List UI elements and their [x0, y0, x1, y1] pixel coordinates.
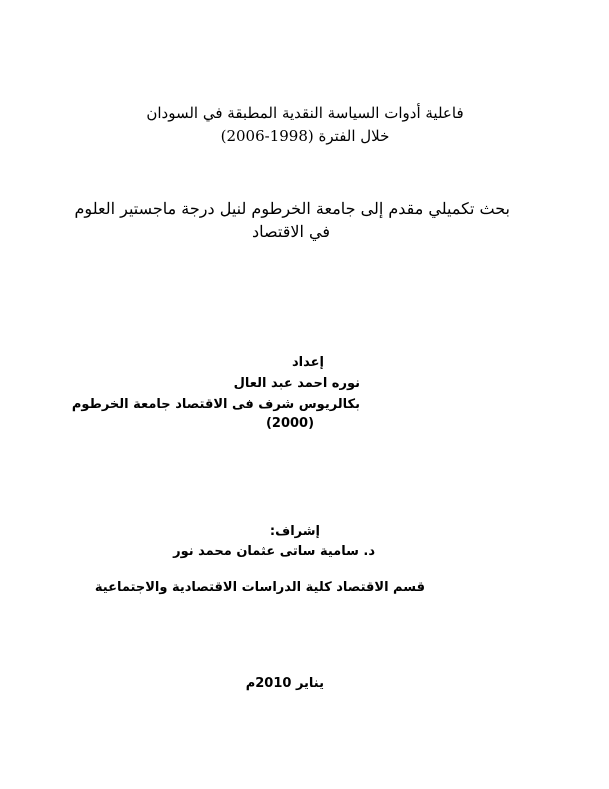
degree-year: (2000) [265, 416, 315, 431]
supervisor-name: د. سامية ساتى عثمان محمد نور [173, 544, 375, 559]
supervision-label: إشراف: [269, 524, 320, 539]
author-degree: بكالريوس شرف فى الاقتصاد جامعة الخرطوم [71, 397, 360, 412]
submission-date: يناير 2010م [245, 676, 324, 691]
thesis-title-line-1: فاعلية أدوات السياسة النقدية المطبقة في السودان [146, 104, 464, 122]
preparation-label: إعداد [292, 355, 324, 370]
department-line: قسم الاقتصاد كلية الدراسات الاقتصادية والاجتماعية [94, 580, 425, 595]
author-name: نوره احمد عبد العال [233, 376, 360, 391]
thesis-title-line-2: خلال الفترة (1998-2006) [220, 127, 390, 145]
research-statement-line-2: في الاقتصاد [252, 222, 330, 241]
research-statement-line-1: بحث تكميلي مقدم إلى جامعة الخرطوم لنيل درجة ماجستير العلوم [74, 199, 510, 218]
